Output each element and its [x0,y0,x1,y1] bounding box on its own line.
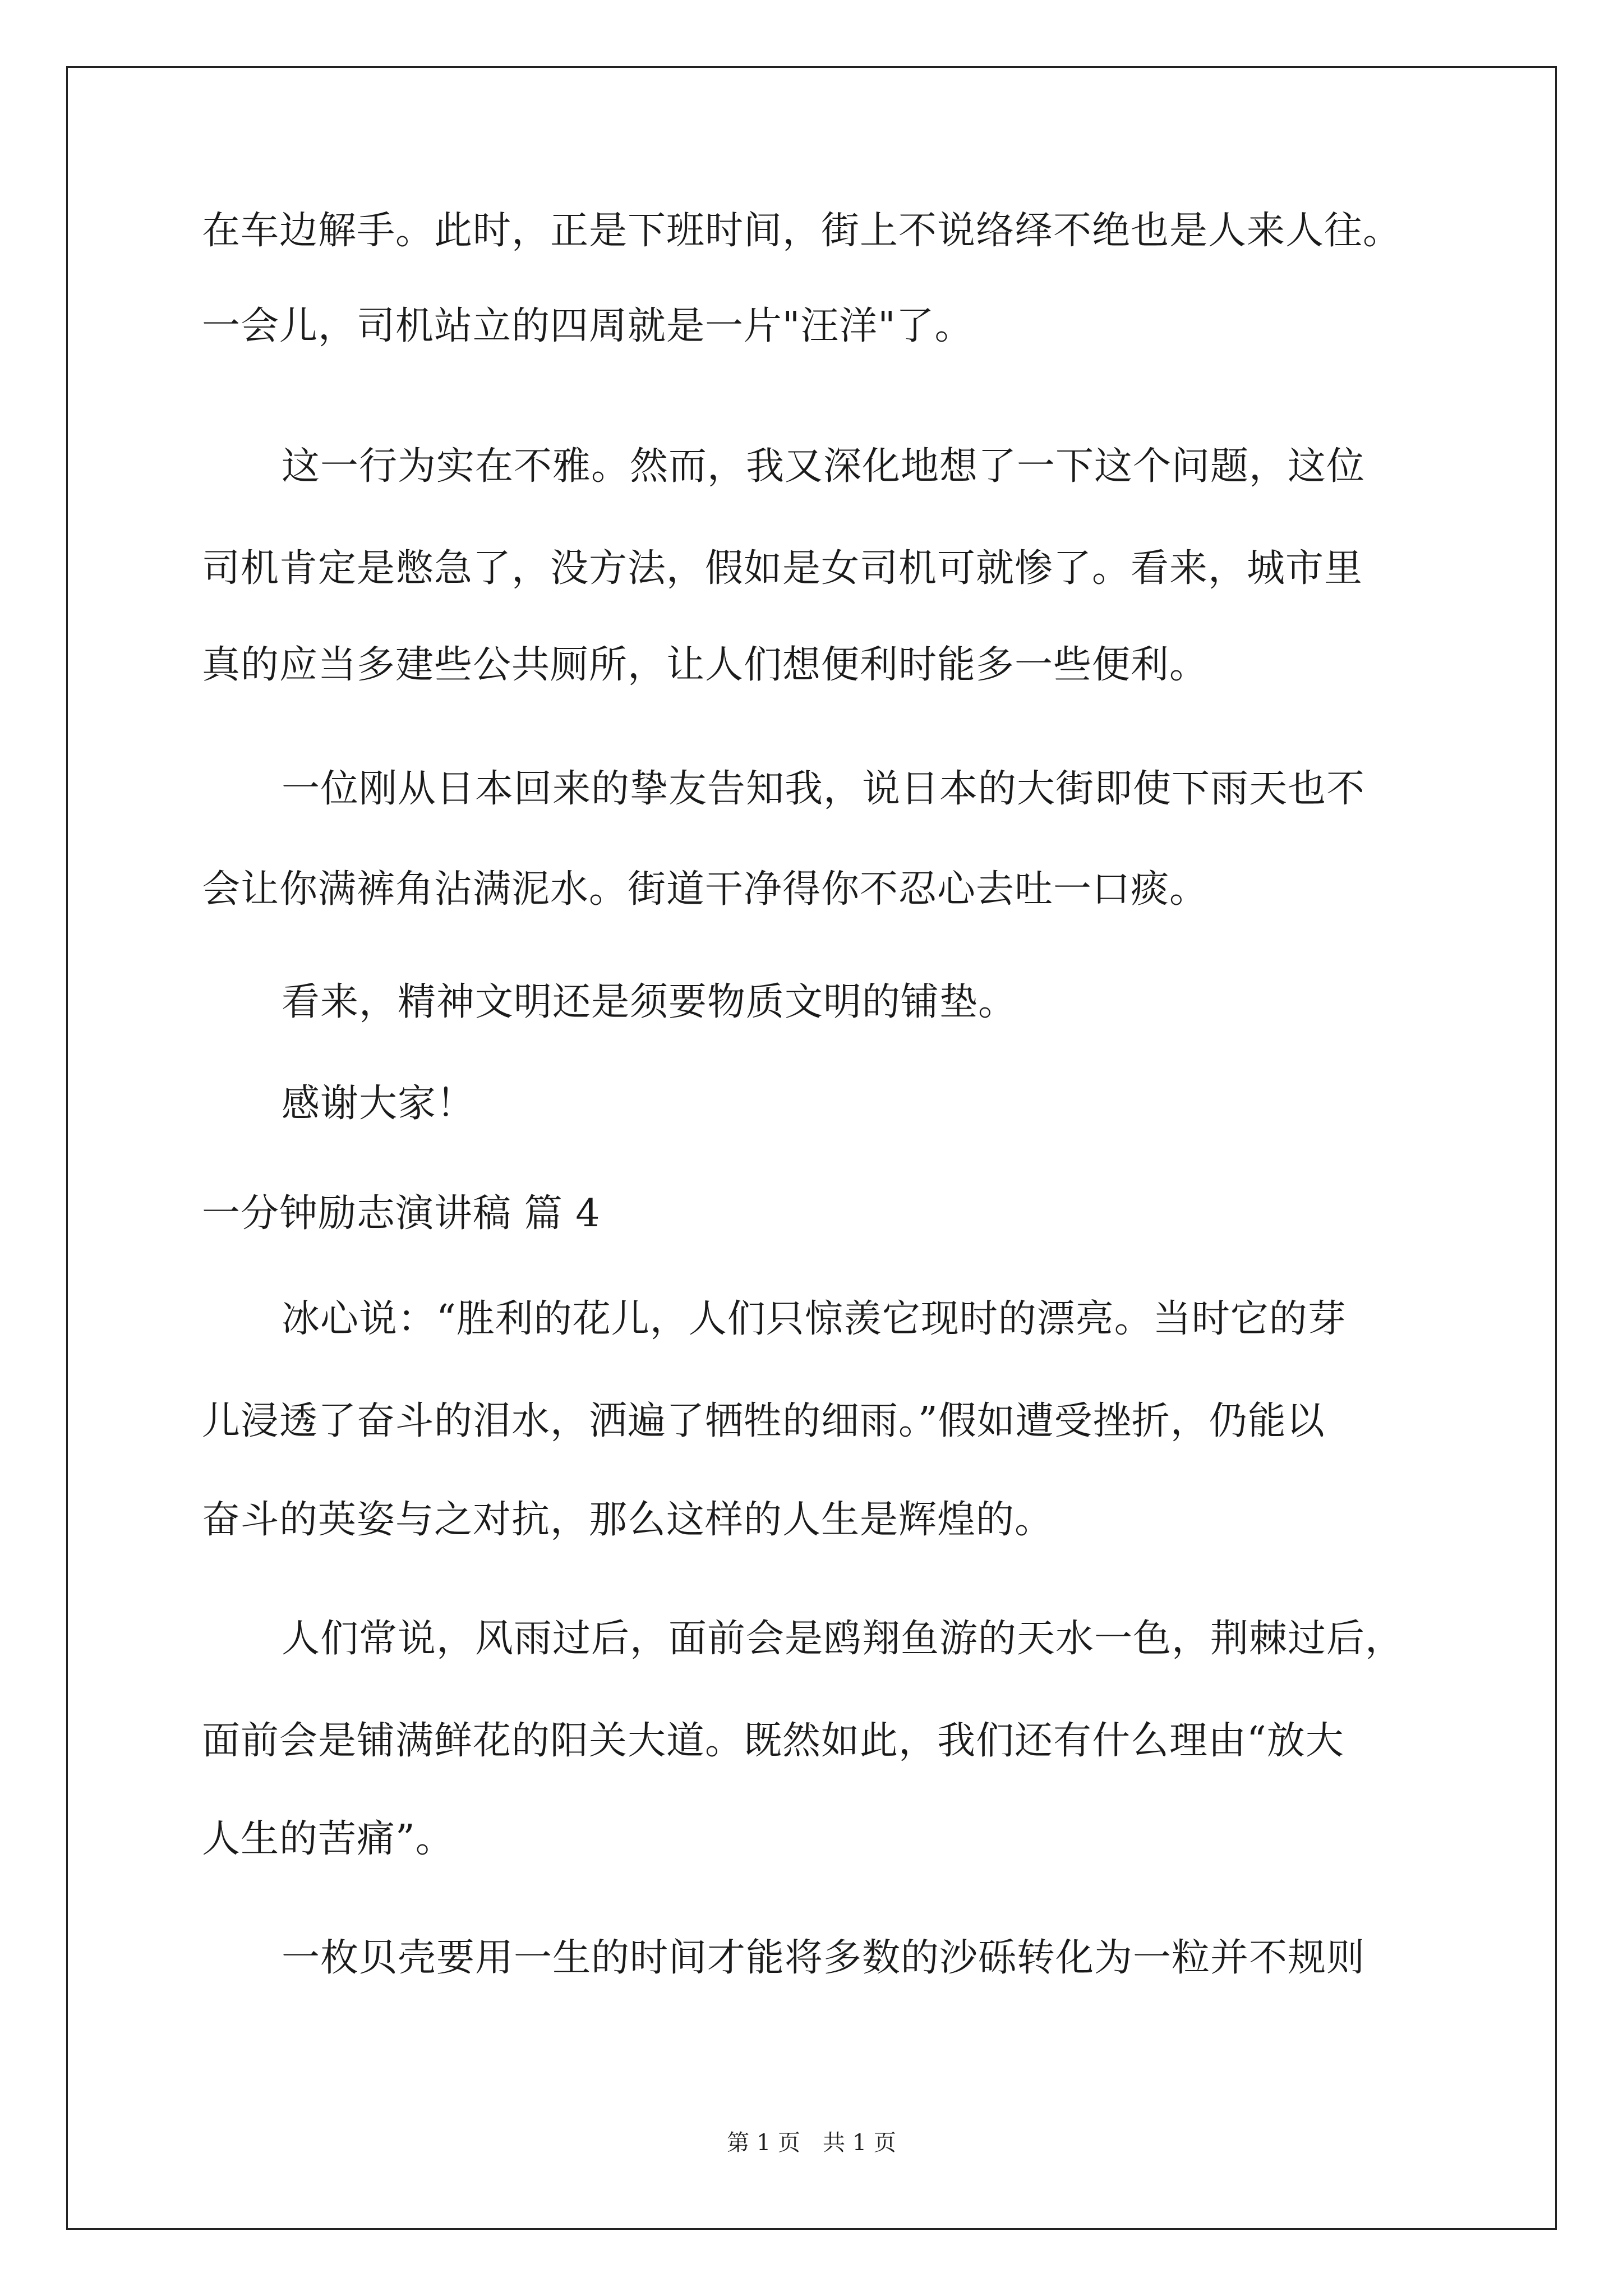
body-line: 会让你满裤角沾满泥水。街道干净得你不忍心去吐一口痰。 [202,867,1209,912]
body-line: 司机肯定是憋急了，没方法，假如是女司机可就惨了。看来，城市里 [202,546,1363,591]
page-border [66,66,1557,2230]
body-line: 面前会是铺满鲜花的阳关大道。既然如此，我们还有什么理由“放大 [202,1719,1344,1763]
paragraph-first-line: 一位刚从日本回来的挚友告知我，说日本的大街即使下雨天也不 [282,767,1366,811]
body-line: 儿浸透了奋斗的泪水，洒遍了牺牲的细雨。”假如遭受挫折，仍能以 [202,1399,1325,1443]
body-line: 人生的苦痛”。 [202,1817,454,1861]
paragraph-first-line: 这一行为实在不雅。然而，我又深化地想了一下这个问题，这位 [282,444,1366,489]
paragraph-first-line: 冰心说：“胜利的花儿，人们只惊羡它现时的漂亮。当时它的芽 [282,1297,1347,1341]
paragraph-first-line: 看来，精神文明还是须要物质文明的铺垫。 [282,980,1017,1024]
paragraph-first-line: 人们常说，风雨过后，面前会是鸥翔鱼游的天水一色，荆棘过后， [282,1617,1404,1661]
paragraph-first-line: 一枚贝壳要用一生的时间才能将多数的沙砾转化为一粒并不规则 [282,1936,1366,1980]
paragraph-first-line: 感谢大家！ [282,1082,476,1126]
section-heading: 一分钟励志演讲稿 篇 4 [202,1191,601,1236]
page-number: 第 1 页 共 1 页 [727,2130,896,2156]
body-line: 奋斗的英姿与之对抗，那么这样的人生是辉煌的。 [202,1498,1054,1542]
body-line: 在车边解手。此时，正是下班时间，街上不说络绎不绝也是人来人往。 [202,209,1402,253]
body-line: 一会儿，司机站立的四周就是一片"汪洋"了。 [202,304,974,348]
body-line: 真的应当多建些公共厕所，让人们想便利时能多一些便利。 [202,643,1209,687]
